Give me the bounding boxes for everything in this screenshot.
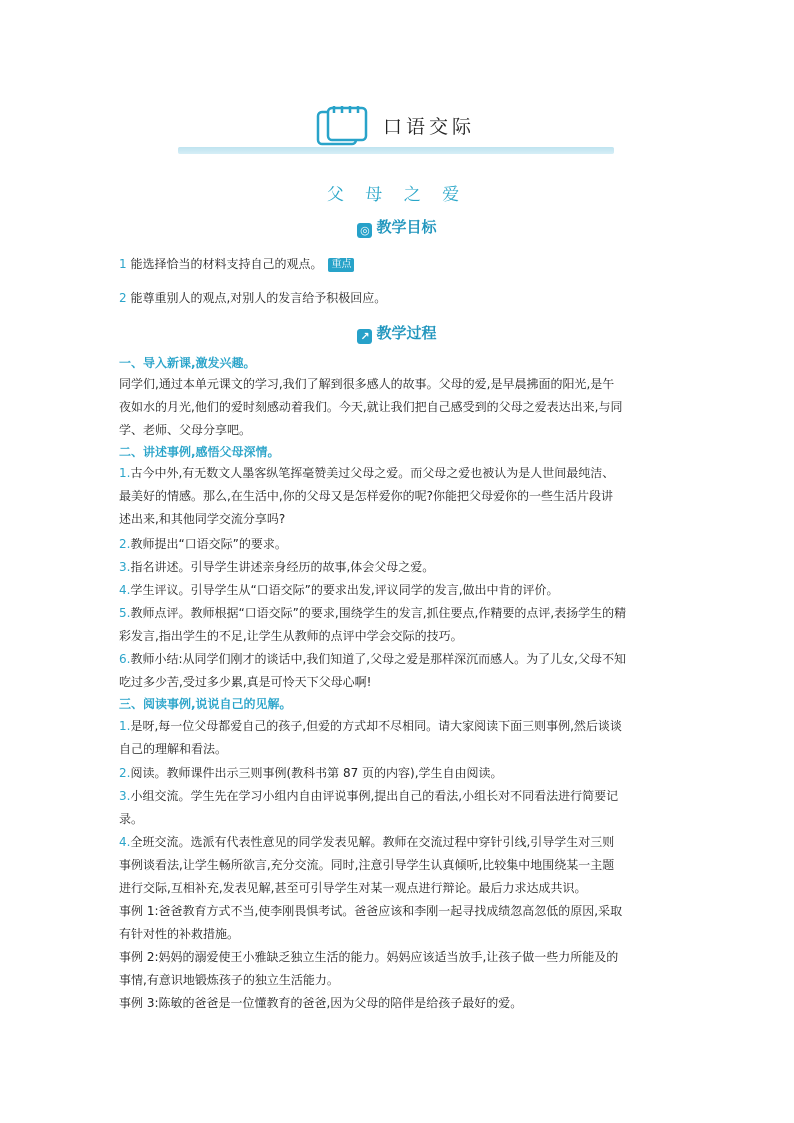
paragraph-line [119, 465, 614, 481]
section-3-title: 三、阅读事例,说说自己的见解。 [119, 697, 292, 711]
paragraph-line: 最美好的情感。那么,在生活中,你的父母又是怎样爱你的呢?你能把父母爱你的一些生活片段讲 [119, 489, 614, 503]
text-span: 能尊重别人的观点,对别人的发言给予积极回应。 [130, 291, 387, 305]
target-icon: ◎ [357, 223, 372, 238]
text-span: 小组交流。学生先在学习小组内自由评说事例,提出自己的看法,小组长对不同看法进行简要记 [130, 789, 619, 803]
case-line: 事情,有意识地锻炼孩子的独立生活能力。 [119, 973, 339, 987]
paragraph-line [119, 788, 618, 804]
paragraph-line [119, 536, 287, 552]
paragraph-line: 夜如水的月光,他们的爱时刻感动着我们。今天,就让我们把自己感受到的父母之爱表达出来,与同 [119, 400, 623, 414]
paragraph-line: 事例谈看法,让学生畅所欲言,充分交流。同时,注意引导学生认真倾听,比较集中地围绕某一主题 [119, 858, 615, 872]
paragraph-line: 同学们,通过本单元课文的学习,我们了解到很多感人的故事。父母的爱,是早晨拂面的阳光,是午 [119, 377, 615, 391]
text-span: 阅读。教师课件出示三则事例(教科书第 87 页的内容),学生自由阅读。 [130, 766, 503, 780]
paragraph-line: 吃过多少苦,受过多少累,真是可怜天下父母心啊! [119, 675, 372, 689]
section-1-title: 一、导入新课,激发兴趣。 [119, 356, 256, 370]
text-span: 全班交流。选派有代表性意见的同学发表见解。教师在交流过程中穿针引线,引导学生对三则 [130, 835, 615, 849]
text-span: 2. [119, 537, 131, 551]
paragraph-line [119, 834, 614, 850]
text-span: 教师点评。教师根据“口语交际”的要求,围绕学生的发言,抓住要点,作精要的点评,表扬学生的精 [130, 606, 627, 620]
text-span: 4. [119, 835, 131, 849]
text-span: 能选择恰当的材料支持自己的观点。 [130, 257, 323, 271]
paragraph-line [119, 605, 626, 621]
goal-item-2 [119, 290, 386, 306]
text-span: 4. [119, 583, 131, 597]
paragraph-line [119, 765, 503, 781]
section-header [178, 98, 614, 154]
paragraph-line [119, 718, 622, 734]
text-span: 3. [119, 560, 131, 574]
text-span: 是呀,每一位父母都爱自己的孩子,但爱的方式却不尽相同。请大家阅读下面三则事例,然后谈谈 [130, 719, 622, 733]
paragraph-line [119, 651, 626, 667]
process-heading: ↗ 教学过程 [0, 322, 794, 344]
text-span: 2 [119, 291, 127, 305]
text-span: 教师提出“口语交际”的要求。 [130, 537, 287, 551]
paragraph-line [119, 559, 434, 575]
paragraph-line: 述出来,和其他同学交流分享吗? [119, 512, 286, 526]
goals-heading: ◎ 教学目标 [0, 216, 794, 238]
paragraph-line: 彩发言,指出学生的不足,让学生从教师的点评中学会交际的技巧。 [119, 629, 463, 643]
section-2-title: 二、讲述事例,感悟父母深情。 [119, 445, 280, 459]
text-span: 3. [119, 789, 131, 803]
text-span: 指名讲述。引导学生讲述亲身经历的故事,体会父母之爱。 [130, 560, 435, 574]
text-span: 6. [119, 652, 131, 666]
header-title: 口语交际 [383, 116, 476, 138]
case-line: 事例 1:爸爸教育方式不当,使李刚畏惧考试。爸爸应该和李刚一起寻找成绩忽高忽低的原因,采取 [119, 904, 623, 918]
text-span: 1 [119, 257, 127, 271]
text-span: 古今中外,有无数文人墨客纵笔挥毫赞美过父母之爱。而父母之爱也被认为是人世间最纯洁、 [130, 466, 615, 480]
case-line: 事例 2:妈妈的溺爱使王小雅缺乏独立生活的能力。妈妈应该适当放手,让孩子做一些力所能及的 [119, 950, 619, 964]
text-span: 5. [119, 606, 131, 620]
goal-item-1 [119, 256, 354, 272]
text-span: 1. [119, 466, 131, 480]
text-span: 教师小结:从同学们刚才的谈话中,我们知道了,父母之爱是那样深沉而感人。为了儿女,父母不知 [130, 652, 626, 666]
notebook-icon [314, 104, 372, 148]
paragraph-line: 进行交际,互相补充,发表见解,甚至可引导学生对某一观点进行辩论。最后力求达成共识。 [119, 881, 587, 895]
key-point-badge: 重点 [328, 258, 354, 272]
header-underline [178, 147, 614, 154]
paragraph-line: 自己的理解和看法。 [119, 742, 228, 756]
text-span: 学生评议。引导学生从“口语交际”的要求出发,评议同学的发言,做出中肯的评价。 [130, 583, 559, 597]
paragraph-line [119, 582, 559, 598]
paragraph-line: 录。 [119, 812, 144, 826]
text-span: 1. [119, 719, 131, 733]
lesson-title: 父 母 之 爱 [326, 185, 468, 205]
text-span: 2. [119, 766, 131, 780]
process-icon: ↗ [357, 329, 372, 344]
paragraph-line: 学、老师、父母分享吧。 [119, 423, 252, 437]
case-line: 有针对性的补救措施。 [119, 927, 240, 941]
case-line: 事例 3:陈敏的爸爸是一位懂教育的爸爸,因为父母的陪伴是给孩子最好的爱。 [119, 996, 523, 1010]
